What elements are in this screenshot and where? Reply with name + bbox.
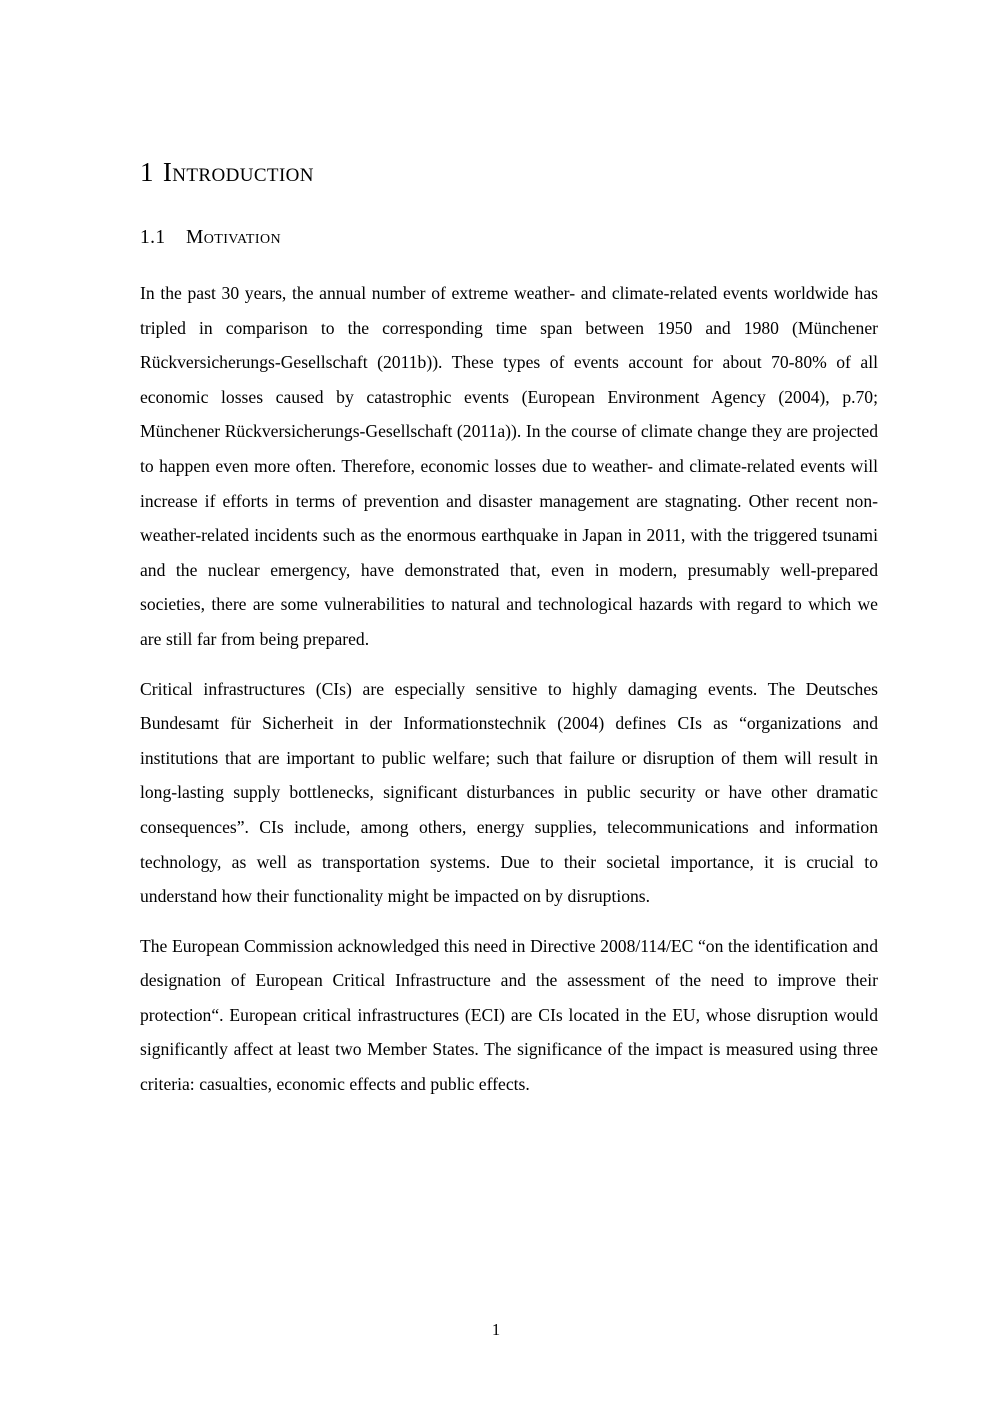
paragraph-critical-infrastructures: Critical infrastructures (CIs) are especially sensitive to highly damaging events. The Deutsches Bundesamt für Sicherheit in der Informationstechnik (2004) defines CIs as “organizations and institutions that are important to public welfare; such that failure or disruption of them will result in long-lasting supply bottlenecks, significant disturbances in public security or have other dramatic consequences”. CIs include, among others, energy supplies, telecommunications and information technology, as well as transportation systems. Due to their societal importance, it is crucial to understand how their functionality might be impacted on by disruptions. <box>140 678 878 907</box>
section-number: 1.1 <box>140 227 166 248</box>
paragraph-european-commission: The European Commission acknowledged this need in Directive 2008/114/EC “on the identification and designation of European Critical Infrastructure and the assessment of the need to improve their protection“. European critical infrastructures (ECI) are CIs located in the EU, whose disruption would significantly affect at least two Member States. The significance of the impact is measured using three criteria: casualties, economic effects and public effects. <box>140 935 878 1095</box>
section-title: Motivation <box>186 227 281 248</box>
chapter-title: Introduction <box>162 157 314 187</box>
chapter-heading <box>140 156 314 188</box>
section-heading-motivation <box>140 226 281 249</box>
paragraph-intro-events: In the past 30 years, the annual number of extreme weather- and climate-related events worldwide has tripled in comparison to the corresponding time span between 1950 and 1980 (Münchener Rückversicherungs-Gesellschaft (2011b)). These types of events account for about 70-80% of all economic losses caused by catastrophic events (European Environment Agency (2004), p.70; Münchener Rückversicherungs-Gesellschaft (2011a)). In the course of climate change they are projected to happen even more often. Therefore, economic losses due to weather- and climate-related events will increase if efforts in terms of prevention and disaster management are stagnating. Other recent non-weather-related incidents such as the enormous earthquake in Japan in 2011, with the triggered tsunami and the nuclear emergency, have demonstrated that, even in modern, presumably well-prepared societies, there are some vulnerabilities to natural and technological hazards with regard to which we are still far from being prepared. <box>140 283 878 649</box>
body-text-block <box>140 276 878 1102</box>
page-number-footer: 1 <box>491 1320 501 1339</box>
chapter-number: 1 <box>140 157 154 187</box>
